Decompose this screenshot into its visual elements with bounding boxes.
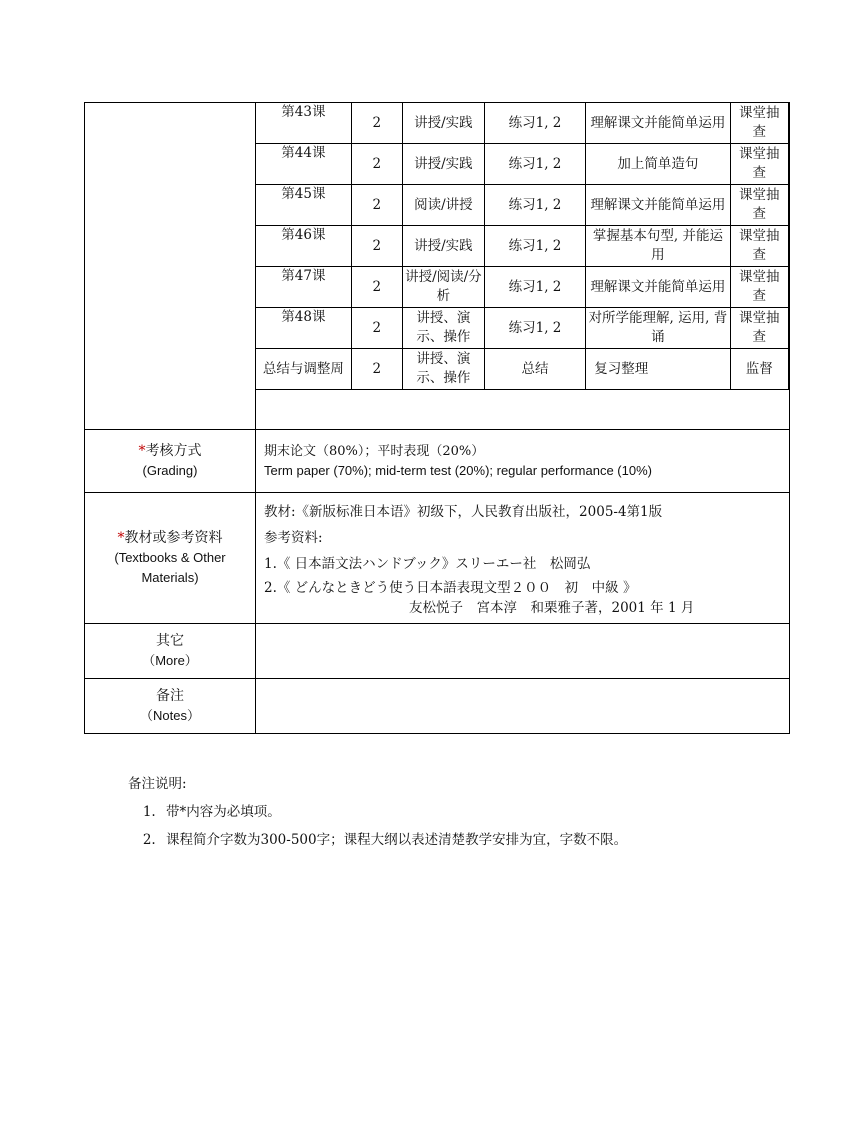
goal-cell: 理解课文并能简单运用 bbox=[586, 103, 730, 144]
materials-label-cn: 教材或参考资料 bbox=[124, 529, 223, 546]
required-star: * bbox=[117, 529, 125, 546]
lesson-cell: 总结与调整周 bbox=[256, 349, 351, 390]
more-label bbox=[85, 624, 256, 679]
check-cell: 课堂抽查 bbox=[730, 267, 788, 308]
check-cell: 课堂抽查 bbox=[730, 185, 788, 226]
lesson-cell: 第47课 bbox=[256, 267, 351, 308]
materials-content bbox=[256, 493, 790, 624]
syllabus-table bbox=[84, 102, 790, 734]
footer-notes-title: 备注说明: bbox=[128, 776, 187, 792]
homework-cell: 练习1, 2 bbox=[484, 226, 585, 267]
schedule-table bbox=[256, 103, 789, 390]
method-cell: 阅读/讲授 bbox=[402, 185, 484, 226]
method-cell: 讲授/阅读/分析 bbox=[402, 267, 484, 308]
grading-label-en: (Grading) bbox=[142, 462, 198, 478]
lesson-cell: 第44课 bbox=[256, 144, 351, 185]
footer-notes bbox=[128, 770, 627, 854]
hours-cell: 2 bbox=[351, 226, 402, 267]
references-title: 参考资料: bbox=[264, 530, 323, 546]
homework-cell: 练习1, 2 bbox=[484, 144, 585, 185]
schedule-row bbox=[256, 144, 789, 185]
method-cell: 讲授/实践 bbox=[402, 144, 484, 185]
notes-label-en: （Notes） bbox=[140, 707, 200, 723]
check-cell: 课堂抽查 bbox=[730, 226, 788, 267]
grading-label bbox=[85, 430, 256, 493]
method-cell: 讲授、演示、操作 bbox=[402, 349, 484, 390]
schedule-row bbox=[256, 226, 789, 267]
notes-content bbox=[256, 679, 790, 734]
hours-cell: 2 bbox=[351, 349, 402, 390]
reference-1: 1.《 日本語文法ハンドブック》スリーエー社 松岡弘 bbox=[264, 556, 591, 572]
check-cell: 课堂抽查 bbox=[730, 308, 788, 349]
hours-cell: 2 bbox=[351, 185, 402, 226]
check-cell: 监督 bbox=[730, 349, 788, 390]
materials-label-en-2: Materials) bbox=[141, 569, 199, 585]
homework-cell: 练习1, 2 bbox=[484, 185, 585, 226]
homework-cell: 练习1, 2 bbox=[484, 267, 585, 308]
grading-content bbox=[256, 430, 790, 493]
homework-cell: 总结 bbox=[484, 349, 585, 390]
goal-cell: 理解课文并能简单运用 bbox=[586, 267, 730, 308]
grading-line-en: Term paper (70%); mid-term test (20%); regular performance (10%) bbox=[264, 463, 652, 478]
goal-cell: 对所学能理解, 运用, 背诵 bbox=[586, 308, 730, 349]
homework-cell: 练习1, 2 bbox=[484, 103, 585, 144]
schedule-row bbox=[256, 103, 789, 144]
lesson-cell: 第45课 bbox=[256, 185, 351, 226]
schedule-row bbox=[256, 185, 789, 226]
more-label-cn: 其它 bbox=[156, 632, 184, 649]
more-label-en: （More） bbox=[142, 652, 198, 668]
lesson-cell: 第46课 bbox=[256, 226, 351, 267]
goal-cell: 掌握基本句型, 并能运用 bbox=[586, 226, 730, 267]
schedule-row bbox=[256, 349, 789, 390]
reference-2-authors: 友松悦子 宮本淳 和栗雅子著，2001 年 1 月 bbox=[409, 600, 695, 616]
notes-label bbox=[85, 679, 256, 734]
grading-line-cn: 期末论文（80%）；平时表现（20%） bbox=[264, 444, 485, 459]
more-content bbox=[256, 624, 790, 679]
required-star: * bbox=[138, 442, 146, 459]
lesson-cell: 第43课 bbox=[256, 103, 351, 144]
hours-cell: 2 bbox=[351, 144, 402, 185]
hours-cell: 2 bbox=[351, 103, 402, 144]
materials-label-en-1: (Textbooks & Other bbox=[114, 549, 226, 565]
notes-label-cn: 备注 bbox=[156, 687, 184, 704]
footer-note-item: 2. 课程简介字数为300-500字；课程大纲以表述清楚教学安排为宜，字数不限。 bbox=[160, 826, 627, 854]
goal-cell: 理解课文并能简单运用 bbox=[586, 185, 730, 226]
hours-cell: 2 bbox=[351, 267, 402, 308]
method-cell: 讲授/实践 bbox=[402, 226, 484, 267]
goal-cell: 加上简单造句 bbox=[586, 144, 730, 185]
homework-cell: 练习1, 2 bbox=[484, 308, 585, 349]
method-cell: 讲授/实践 bbox=[402, 103, 484, 144]
footer-note-item: 1. 带*内容为必填项。 bbox=[160, 798, 627, 826]
check-cell: 课堂抽查 bbox=[730, 144, 788, 185]
schedule-row bbox=[256, 267, 789, 308]
grading-label-cn: 考核方式 bbox=[145, 442, 202, 459]
textbook-line: 教材:《新版标准日本语》初级下，人民教育出版社，2005-4第1版 bbox=[264, 504, 663, 520]
goal-cell: 复习整理 bbox=[586, 349, 730, 390]
materials-label bbox=[85, 493, 256, 624]
reference-2: 2.《 どんなときどう使う日本語表現文型２００ 初 中級 》 bbox=[264, 580, 637, 596]
lesson-cell: 第48课 bbox=[256, 308, 351, 349]
method-cell: 讲授、演示、操作 bbox=[402, 308, 484, 349]
footer-notes-list bbox=[128, 798, 627, 854]
schedule-cell bbox=[256, 103, 790, 430]
schedule-row bbox=[256, 308, 789, 349]
hours-cell: 2 bbox=[351, 308, 402, 349]
schedule-label-cell bbox=[85, 103, 256, 430]
check-cell: 课堂抽查 bbox=[730, 103, 788, 144]
